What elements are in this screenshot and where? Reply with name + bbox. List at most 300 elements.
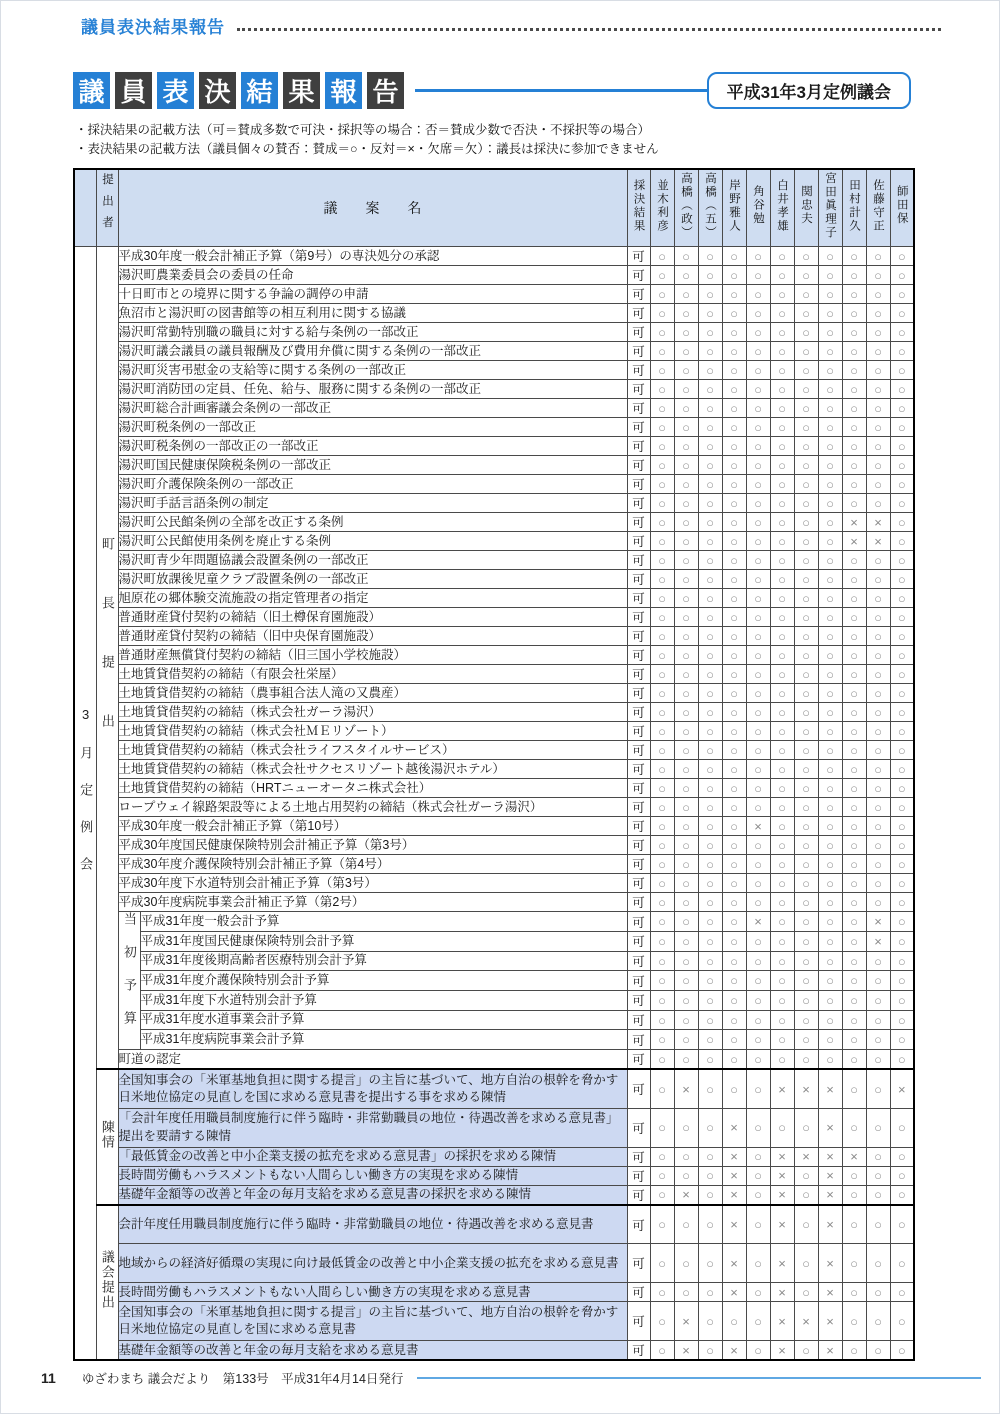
proposal-name: 湯沢町公民館条例の全部を改正する条例 xyxy=(118,513,627,532)
table-row xyxy=(74,589,914,608)
member-vote-mark: ○ xyxy=(650,1244,674,1283)
table-row xyxy=(74,684,914,703)
member-vote-mark: ○ xyxy=(794,1205,818,1244)
member-vote-mark: ○ xyxy=(722,836,746,855)
member-vote-mark: ○ xyxy=(866,1030,890,1050)
proposal-name: 旭原花の郷体験交流施設の指定管理者の指定 xyxy=(118,589,627,608)
member-vote-mark: ○ xyxy=(890,991,914,1011)
member-vote-mark: ○ xyxy=(650,1108,674,1147)
table-row xyxy=(74,741,914,760)
member-vote-mark: ○ xyxy=(674,551,698,570)
member-vote-mark: ○ xyxy=(866,266,890,285)
member-vote-mark: ○ xyxy=(890,646,914,665)
vote-result: 可 xyxy=(627,665,650,684)
proposal-name: 平成30年度病院事業会計補正予算（第2号） xyxy=(118,893,627,912)
member-vote-mark: ○ xyxy=(818,380,842,399)
member-vote-mark: ○ xyxy=(842,931,866,951)
member-name: 角谷勉 xyxy=(752,185,765,226)
member-vote-mark: ○ xyxy=(650,703,674,722)
member-vote-mark: ○ xyxy=(890,285,914,304)
member-vote-mark: ○ xyxy=(770,361,794,380)
member-vote-mark: ○ xyxy=(698,779,722,798)
member-vote-mark: ○ xyxy=(722,991,746,1011)
member-vote-mark: ○ xyxy=(842,1341,866,1361)
member-vote-mark: ○ xyxy=(746,589,770,608)
member-vote-mark: ○ xyxy=(722,893,746,912)
title-block: 結 xyxy=(241,72,278,109)
member-vote-mark: × xyxy=(770,1185,794,1205)
member-vote-mark: ○ xyxy=(842,551,866,570)
member-vote-mark: ○ xyxy=(650,1185,674,1205)
member-vote-mark: ○ xyxy=(866,1341,890,1361)
table-row xyxy=(74,608,914,627)
vote-result: 可 xyxy=(627,437,650,456)
member-name: 宮田眞理子 xyxy=(824,171,837,240)
member-vote-mark: ○ xyxy=(746,475,770,494)
member-vote-mark: ○ xyxy=(890,551,914,570)
member-vote-mark: ○ xyxy=(770,1050,794,1070)
table-row xyxy=(74,570,914,589)
member-vote-mark: ○ xyxy=(866,779,890,798)
member-vote-mark: ○ xyxy=(890,247,914,266)
member-vote-mark: ○ xyxy=(842,893,866,912)
member-vote-mark: ○ xyxy=(794,589,818,608)
member-vote-mark: ○ xyxy=(770,247,794,266)
member-vote-mark: ○ xyxy=(650,836,674,855)
member-vote-mark: ○ xyxy=(842,608,866,627)
member-vote-mark: ○ xyxy=(794,608,818,627)
member-vote-mark: ○ xyxy=(650,1050,674,1070)
member-vote-mark: ○ xyxy=(890,1205,914,1244)
member-vote-mark: × xyxy=(818,1147,842,1166)
table-row xyxy=(74,304,914,323)
member-vote-mark: ○ xyxy=(746,874,770,893)
table-row xyxy=(74,912,914,932)
proposer-header-cell xyxy=(96,169,118,247)
member-vote-mark: ○ xyxy=(890,570,914,589)
member-vote-mark: ○ xyxy=(650,1166,674,1185)
member-header-cell xyxy=(698,169,722,247)
member-vote-mark: ○ xyxy=(746,1244,770,1283)
member-vote-mark: ○ xyxy=(818,817,842,836)
member-vote-mark: ○ xyxy=(890,722,914,741)
vote-result: 可 xyxy=(627,1108,650,1147)
member-vote-mark: ○ xyxy=(794,971,818,991)
member-vote-mark: ○ xyxy=(674,494,698,513)
member-vote-mark: ○ xyxy=(866,475,890,494)
proposal-name: 湯沢町災害弔慰金の支給等に関する条例の一部改正 xyxy=(118,361,627,380)
session-label-cell xyxy=(74,247,96,1361)
member-vote-mark: ○ xyxy=(794,361,818,380)
member-vote-mark: ○ xyxy=(674,1147,698,1166)
member-vote-mark: ○ xyxy=(650,551,674,570)
member-vote-mark: ○ xyxy=(866,361,890,380)
member-vote-mark: ○ xyxy=(650,342,674,361)
member-vote-mark: ○ xyxy=(818,1010,842,1030)
vote-result: 可 xyxy=(627,646,650,665)
member-vote-mark: ○ xyxy=(794,247,818,266)
member-vote-mark: ○ xyxy=(674,951,698,971)
member-header-cell xyxy=(818,169,842,247)
member-vote-mark: × xyxy=(722,1283,746,1302)
member-vote-mark: ○ xyxy=(722,627,746,646)
member-vote-mark: ○ xyxy=(794,1341,818,1361)
member-vote-mark: ○ xyxy=(746,380,770,399)
member-vote-mark: ○ xyxy=(698,589,722,608)
member-vote-mark: ○ xyxy=(650,570,674,589)
table-row xyxy=(74,342,914,361)
member-vote-mark: ○ xyxy=(794,1244,818,1283)
member-vote-mark: ○ xyxy=(698,931,722,951)
member-vote-mark: ○ xyxy=(818,1050,842,1070)
member-vote-mark: ○ xyxy=(746,608,770,627)
member-vote-mark: × xyxy=(722,1341,746,1361)
member-vote-mark: ○ xyxy=(746,760,770,779)
member-vote-mark: ○ xyxy=(794,893,818,912)
member-vote-mark: ○ xyxy=(842,951,866,971)
member-vote-mark: ○ xyxy=(818,722,842,741)
member-name: 佐藤守正 xyxy=(872,178,885,233)
member-vote-mark: ○ xyxy=(818,247,842,266)
member-vote-mark: ○ xyxy=(674,779,698,798)
member-vote-mark: ○ xyxy=(746,513,770,532)
table-row xyxy=(74,722,914,741)
member-vote-mark: ○ xyxy=(722,494,746,513)
member-vote-mark: ○ xyxy=(650,779,674,798)
member-vote-mark: ○ xyxy=(890,494,914,513)
member-vote-mark: ○ xyxy=(890,779,914,798)
member-vote-mark: ○ xyxy=(770,513,794,532)
member-vote-mark: ○ xyxy=(866,1283,890,1302)
member-vote-mark: ○ xyxy=(842,1283,866,1302)
member-vote-mark: ○ xyxy=(842,285,866,304)
vertical-label: 3月定例会 xyxy=(78,707,94,895)
member-vote-mark: ○ xyxy=(746,570,770,589)
member-vote-mark: ○ xyxy=(674,247,698,266)
table-row xyxy=(74,475,914,494)
member-vote-mark: ○ xyxy=(770,608,794,627)
proposal-name: 会計年度任用職員制度施行に伴う臨時・非常勤職員の地位・待遇改善を求める意見書 xyxy=(118,1205,627,1244)
member-vote-mark: ○ xyxy=(770,627,794,646)
member-vote-mark: ○ xyxy=(842,627,866,646)
member-vote-mark: ○ xyxy=(698,817,722,836)
table-row xyxy=(74,1283,914,1302)
member-vote-mark: ○ xyxy=(890,1010,914,1030)
vote-result: 可 xyxy=(627,266,650,285)
proposal-name: 土地賃貸借契約の締結（HRTニューオータニ株式会社） xyxy=(118,779,627,798)
member-vote-mark: ○ xyxy=(722,437,746,456)
member-vote-mark: ○ xyxy=(698,1185,722,1205)
member-vote-mark: ○ xyxy=(818,456,842,475)
member-header-cell xyxy=(650,169,674,247)
member-vote-mark: ○ xyxy=(890,1030,914,1050)
member-vote-mark: ○ xyxy=(866,684,890,703)
member-vote-mark: ○ xyxy=(794,703,818,722)
vote-result: 可 xyxy=(627,285,650,304)
vote-result: 可 xyxy=(627,912,650,932)
member-vote-mark: ○ xyxy=(746,741,770,760)
member-vote-mark: ○ xyxy=(698,1205,722,1244)
member-vote-mark: ○ xyxy=(842,456,866,475)
member-vote-mark: ○ xyxy=(674,971,698,991)
member-vote-mark: ○ xyxy=(722,285,746,304)
member-header-cell xyxy=(890,169,914,247)
member-vote-mark: ○ xyxy=(890,741,914,760)
member-vote-mark: ○ xyxy=(698,1108,722,1147)
table-row xyxy=(74,836,914,855)
member-vote-mark: ○ xyxy=(674,570,698,589)
member-vote-mark: ○ xyxy=(674,418,698,437)
member-vote-mark: ○ xyxy=(650,1147,674,1166)
vote-result: 可 xyxy=(627,798,650,817)
member-vote-mark: ○ xyxy=(818,361,842,380)
member-vote-mark: ○ xyxy=(698,798,722,817)
proposal-name: 普通財産貸付契約の締結（旧中央保育園施設） xyxy=(118,627,627,646)
table-row xyxy=(74,323,914,342)
member-vote-mark: ○ xyxy=(794,646,818,665)
member-vote-mark: ○ xyxy=(746,1185,770,1205)
member-vote-mark: ○ xyxy=(698,475,722,494)
member-vote-mark: ○ xyxy=(794,931,818,951)
member-vote-mark: ○ xyxy=(794,912,818,932)
member-vote-mark: ○ xyxy=(890,931,914,951)
table-row xyxy=(74,893,914,912)
member-vote-mark: × xyxy=(890,1069,914,1108)
member-vote-mark: ○ xyxy=(722,931,746,951)
member-vote-mark: × xyxy=(818,1283,842,1302)
member-vote-mark: ○ xyxy=(842,646,866,665)
member-vote-mark: ○ xyxy=(818,684,842,703)
member-vote-mark: ○ xyxy=(650,380,674,399)
member-vote-mark: ○ xyxy=(746,684,770,703)
vertical-label: 陳情 xyxy=(99,1119,115,1150)
member-vote-mark: ○ xyxy=(698,456,722,475)
member-vote-mark: ○ xyxy=(650,608,674,627)
member-vote-mark: ○ xyxy=(746,342,770,361)
member-vote-mark: ○ xyxy=(650,399,674,418)
member-vote-mark: ○ xyxy=(650,475,674,494)
vote-result: 可 xyxy=(627,893,650,912)
proposal-name: 平成31年度水道事業会計予算 xyxy=(140,1010,627,1030)
proposal-name: 長時間労働もハラスメントもない人間らしい働き方の実現を求める陳情 xyxy=(118,1166,627,1185)
member-vote-mark: ○ xyxy=(818,912,842,932)
page-footer xyxy=(41,1369,981,1387)
running-head xyxy=(1,1,999,38)
result-header-label: 採決結果 xyxy=(632,178,645,233)
member-vote-mark: ○ xyxy=(842,817,866,836)
vote-result: 可 xyxy=(627,951,650,971)
member-vote-mark: ○ xyxy=(842,798,866,817)
member-vote-mark: ○ xyxy=(722,722,746,741)
proposal-name: 全国知事会の「米軍基地負担に関する提言」の主旨に基づいて、地方自治の根幹を脅かす日米地位協定の見直しを国に求める意見書 xyxy=(118,1302,627,1341)
member-vote-mark: ○ xyxy=(842,779,866,798)
member-vote-mark: ○ xyxy=(770,912,794,932)
member-vote-mark: ○ xyxy=(770,437,794,456)
proposal-name: 土地賃貸借契約の締結（株式会社ＭＥリゾート） xyxy=(118,722,627,741)
member-vote-mark: ○ xyxy=(794,380,818,399)
proposal-name: 土地賃貸借契約の締結（株式会社ライフスタイルサービス） xyxy=(118,741,627,760)
member-vote-mark: ○ xyxy=(650,855,674,874)
member-vote-mark: ○ xyxy=(746,855,770,874)
member-vote-mark: × xyxy=(674,1341,698,1361)
member-vote-mark: ○ xyxy=(698,836,722,855)
member-vote-mark: ○ xyxy=(866,608,890,627)
proposal-name: 平成31年度下水道特別会計予算 xyxy=(140,991,627,1011)
member-vote-mark: × xyxy=(866,931,890,951)
member-vote-mark: ○ xyxy=(770,532,794,551)
member-vote-mark: × xyxy=(674,1302,698,1341)
member-vote-mark: ○ xyxy=(674,874,698,893)
member-vote-mark: ○ xyxy=(770,760,794,779)
member-vote-mark: ○ xyxy=(818,798,842,817)
member-vote-mark: ○ xyxy=(818,589,842,608)
member-vote-mark: ○ xyxy=(698,1147,722,1166)
vote-result: 可 xyxy=(627,304,650,323)
table-row xyxy=(74,1010,914,1030)
member-vote-mark: ○ xyxy=(842,1166,866,1185)
vote-result: 可 xyxy=(627,361,650,380)
title-block: 決 xyxy=(199,72,236,109)
legend-notes xyxy=(75,121,999,160)
member-vote-mark: ○ xyxy=(746,1166,770,1185)
member-vote-mark: ○ xyxy=(818,285,842,304)
vote-result: 可 xyxy=(627,722,650,741)
vote-result: 可 xyxy=(627,684,650,703)
proposal-name: 平成31年度一般会計予算 xyxy=(140,912,627,932)
member-vote-mark: ○ xyxy=(746,1341,770,1361)
member-name: 師田保 xyxy=(895,185,908,226)
proposal-name: 湯沢町手話言語条例の制定 xyxy=(118,494,627,513)
member-vote-mark: ○ xyxy=(746,285,770,304)
table-row xyxy=(74,266,914,285)
member-vote-mark: ○ xyxy=(794,1283,818,1302)
member-vote-mark: ○ xyxy=(794,266,818,285)
proposal-name: 平成30年度一般会計補正予算（第9号）の専決処分の承認 xyxy=(118,247,627,266)
member-vote-mark: × xyxy=(674,1185,698,1205)
member-vote-mark: ○ xyxy=(650,437,674,456)
table-row xyxy=(74,951,914,971)
member-vote-mark: ○ xyxy=(746,304,770,323)
table-row xyxy=(74,1302,914,1341)
member-vote-mark: ○ xyxy=(866,817,890,836)
member-vote-mark: ○ xyxy=(674,1010,698,1030)
member-vote-mark: ○ xyxy=(698,437,722,456)
member-vote-mark: ○ xyxy=(866,1147,890,1166)
member-vote-mark: ○ xyxy=(866,570,890,589)
member-vote-mark: ○ xyxy=(674,475,698,494)
member-vote-mark: ○ xyxy=(770,589,794,608)
member-vote-mark: ○ xyxy=(770,817,794,836)
vote-result: 可 xyxy=(627,1030,650,1050)
member-vote-mark: × xyxy=(818,1205,842,1244)
member-vote-mark: × xyxy=(770,1302,794,1341)
member-vote-mark: ○ xyxy=(890,951,914,971)
member-vote-mark: ○ xyxy=(866,1069,890,1108)
table-row xyxy=(74,931,914,951)
member-vote-mark: ○ xyxy=(794,532,818,551)
table-row xyxy=(74,1069,914,1108)
member-vote-mark: ○ xyxy=(674,760,698,779)
member-vote-mark: ○ xyxy=(770,971,794,991)
member-vote-mark: ○ xyxy=(746,437,770,456)
legend-note-2: ・表決結果の記載方法（議員個々の賛否：賛成＝○・反対＝×・欠席＝欠）：議長は採決に参加できません xyxy=(75,142,659,157)
member-vote-mark: × xyxy=(722,1205,746,1244)
member-vote-mark: ○ xyxy=(842,380,866,399)
member-vote-mark: ○ xyxy=(866,741,890,760)
member-vote-mark: ○ xyxy=(746,1147,770,1166)
member-vote-mark: ○ xyxy=(722,304,746,323)
proposer-header-label: 提出者 xyxy=(101,173,114,238)
member-vote-mark: × xyxy=(818,1185,842,1205)
member-vote-mark: ○ xyxy=(698,1050,722,1070)
member-vote-mark: ○ xyxy=(794,1010,818,1030)
member-vote-mark: × xyxy=(770,1283,794,1302)
member-vote-mark: ○ xyxy=(770,266,794,285)
member-vote-mark: ○ xyxy=(650,1010,674,1030)
member-vote-mark: ○ xyxy=(722,779,746,798)
member-vote-mark: ○ xyxy=(770,665,794,684)
proposal-name: 土地賃貸借契約の締結（株式会社サクセスリゾート越後湯沢ホテル） xyxy=(118,760,627,779)
proposal-name: 湯沢町放課後児童クラブ設置条例の一部改正 xyxy=(118,570,627,589)
member-vote-mark: ○ xyxy=(650,1302,674,1341)
member-vote-mark: ○ xyxy=(650,931,674,951)
member-name: 田村計久 xyxy=(848,178,861,233)
member-vote-mark: × xyxy=(746,912,770,932)
member-vote-mark: ○ xyxy=(770,323,794,342)
member-vote-mark: ○ xyxy=(722,951,746,971)
member-vote-mark: ○ xyxy=(698,304,722,323)
vote-result: 可 xyxy=(627,608,650,627)
member-vote-mark: × xyxy=(818,1108,842,1147)
member-vote-mark: ○ xyxy=(698,971,722,991)
member-vote-mark: ○ xyxy=(746,971,770,991)
proposal-name: 湯沢町税条例の一部改正の一部改正 xyxy=(118,437,627,456)
title-block: 表 xyxy=(157,72,194,109)
member-vote-mark: ○ xyxy=(794,399,818,418)
member-vote-mark: ○ xyxy=(842,855,866,874)
footer-publication-info: ゆざわまち 議会だより 第133号 平成31年4月14日発行 xyxy=(81,1372,404,1386)
member-vote-mark: ○ xyxy=(818,418,842,437)
member-header-cell xyxy=(722,169,746,247)
member-vote-mark: ○ xyxy=(842,1030,866,1050)
member-vote-mark: ○ xyxy=(650,532,674,551)
member-vote-mark: ○ xyxy=(770,684,794,703)
member-vote-mark: ○ xyxy=(866,1010,890,1030)
member-vote-mark: × xyxy=(722,1166,746,1185)
table-row xyxy=(74,665,914,684)
member-vote-mark: ○ xyxy=(722,418,746,437)
proposal-name: 魚沼市と湯沢町の図書館等の相互利用に関する協議 xyxy=(118,304,627,323)
proposal-name: 地域からの経済好循環の実現に向け最低賃金の改善と中小企業支援の拡充を求める意見書 xyxy=(118,1244,627,1283)
member-vote-mark: ○ xyxy=(698,323,722,342)
member-vote-mark: ○ xyxy=(842,1205,866,1244)
member-vote-mark: ○ xyxy=(890,1302,914,1341)
member-vote-mark: ○ xyxy=(746,931,770,951)
member-vote-mark: ○ xyxy=(794,437,818,456)
proposer-label-cell xyxy=(96,1069,118,1205)
member-vote-mark: ○ xyxy=(866,798,890,817)
member-vote-mark: ○ xyxy=(650,991,674,1011)
member-vote-mark: ○ xyxy=(674,646,698,665)
member-header-cell xyxy=(794,169,818,247)
proposal-name: 土地賃貸借契約の締結（株式会社ガーラ湯沢） xyxy=(118,703,627,722)
member-vote-mark: ○ xyxy=(842,991,866,1011)
table-row xyxy=(74,1108,914,1147)
member-vote-mark: ○ xyxy=(746,1030,770,1050)
member-vote-mark: ○ xyxy=(890,532,914,551)
member-vote-mark: ○ xyxy=(866,646,890,665)
member-vote-mark: ○ xyxy=(866,703,890,722)
